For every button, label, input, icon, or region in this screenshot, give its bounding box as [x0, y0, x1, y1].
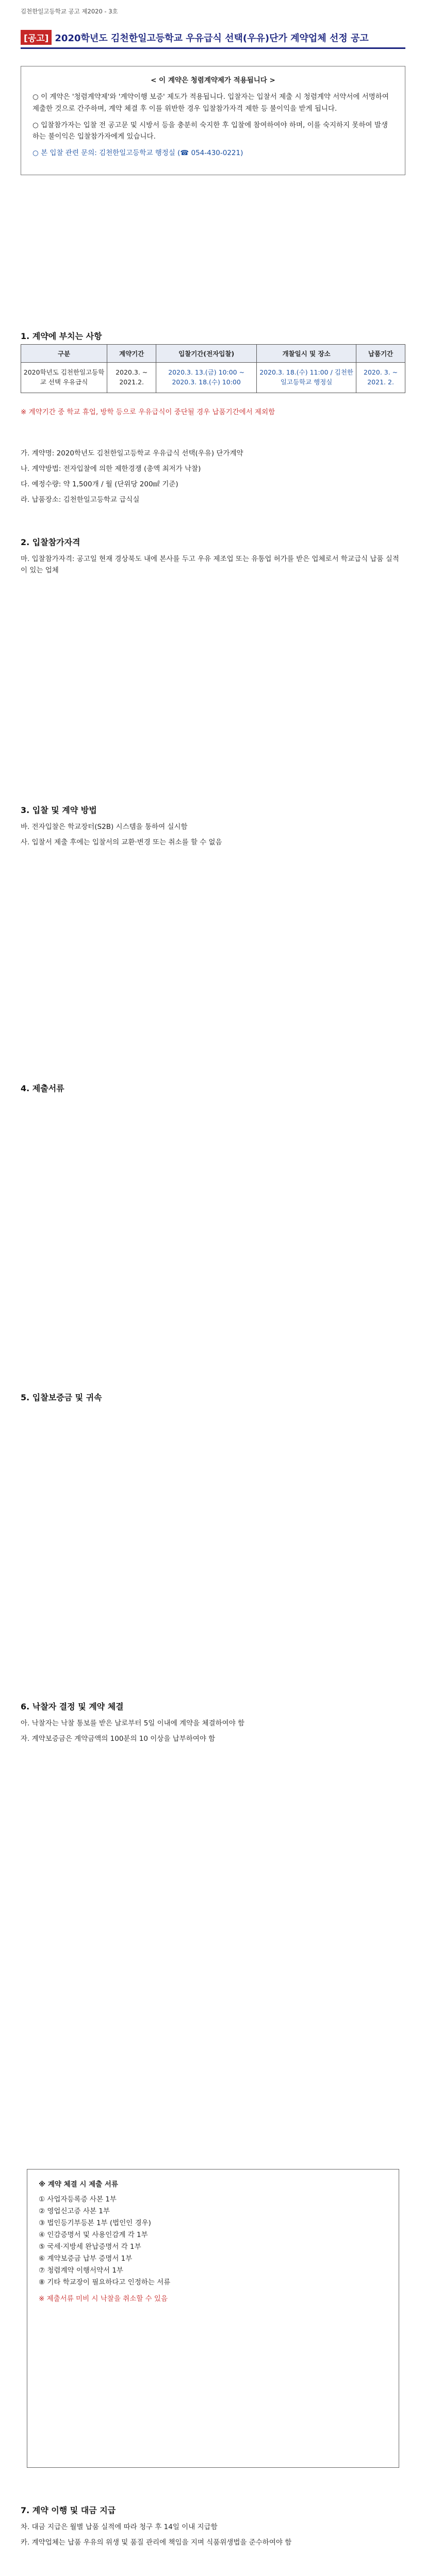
- section-title-3: 3. 입찰 및 계약 방법: [21, 805, 97, 815]
- title-divider: [21, 47, 405, 49]
- cell-opening: 2020.3. 18.(수) 11:00 / 김천한일고등학교 행정실: [257, 363, 356, 393]
- table-header-bid-period: 입찰기간(전자입찰): [156, 345, 257, 363]
- contract-box-footer: ※ 제출서류 미비 시 낙찰을 취소할 수 있음: [39, 2295, 168, 2303]
- table-header-opening: 개찰일시 및 장소: [257, 345, 356, 363]
- list-item: ⑧ 기타 학교장이 필요하다고 인정하는 서류: [39, 2278, 171, 2286]
- list-item: ⑤ 국세·지방세 완납증명서 각 1부: [39, 2242, 141, 2251]
- section-title-2: 2. 입찰참가자격: [21, 537, 80, 547]
- table-header-item: 구분: [21, 345, 107, 363]
- para-8: 아. 낙찰자는 낙찰 통보를 받은 날로부터 5일 이내에 계약을 체결하여야 함: [21, 1719, 244, 1727]
- notice-box: [21, 66, 405, 175]
- doc-number: 김천한일고등학교 공고 제2020 - 3호: [21, 8, 118, 15]
- list-item: ④ 인감증명서 및 사용인감계 각 1부: [39, 2230, 148, 2239]
- para-6: 바. 전자입찰은 학교장터(S2B) 시스템을 통하여 실시함: [21, 823, 188, 831]
- title-badge: [공고]: [21, 30, 52, 45]
- table-row: [21, 363, 405, 393]
- cell-bid-period: 2020.3. 13.(금) 10:00 ~ 2020.3. 18.(수) 10:00: [156, 363, 257, 393]
- list-item: ⑦ 청렴계약 이행서약서 1부: [39, 2266, 123, 2275]
- para-4: 라. 납품장소: 김천한일고등학교 급식실: [21, 496, 140, 504]
- title-row: [21, 30, 405, 45]
- notice-paragraph-1: ○ 이 계약은 '청렴계약제'와 '계약이행 보증' 제도가 적용됩니다. 입찰자는 입찰서 제출 시 청렴계약 서약서에 서명하여 제출한 것으로 간주하며, 계약 체결 후 이를 위반한 경우 입찰참가자격 제한 등 불이익을 받게 됩니다.: [32, 93, 389, 113]
- table-header-contract-period: 계약기간: [107, 345, 156, 363]
- cell-contract-period: 2020.3. ~ 2021.2.: [107, 363, 156, 393]
- contract-info-table: [21, 344, 405, 393]
- para-11: 카. 계약업체는 납품 우유의 위생 및 품질 관리에 책임을 지며 식품위생법을 준수하여야 함: [21, 2538, 292, 2547]
- para-3: 다. 예정수량: 약 1,500개 / 월 (단위당 200㎖ 기준): [21, 480, 178, 488]
- section-title-4: 4. 제출서류: [21, 1083, 64, 1093]
- para-7: 사. 입찰서 제출 후에는 입찰서의 교환·변경 또는 취소를 할 수 없음: [21, 838, 222, 846]
- para-9: 자. 계약보증금은 계약금액의 100분의 10 이상을 납부하여야 함: [21, 1735, 216, 1743]
- section-title-5: 5. 입찰보증금 및 귀속: [21, 1393, 102, 1402]
- list-item: ① 사업자등록증 사본 1부: [39, 2195, 117, 2204]
- contract-box-heading: ※ 계약 체결 시 제출 서류: [39, 2180, 118, 2189]
- contract-documents-box: [27, 2169, 399, 2468]
- para-5: 마. 입찰참가자격: 공고일 현재 경상북도 내에 본사를 두고 우유 제조업 또는 유통업 허가를 받은 업체로서 학교급식 납품 실적이 있는 업체: [21, 555, 399, 574]
- para-2: 나. 계약방법: 전자입찰에 의한 제한경쟁 (총액 최저가 낙찰): [21, 465, 201, 473]
- page-title: 2020학년도 김천한일고등학교 우유급식 선택(우유)단가 계약업체 선정 공고: [55, 32, 369, 44]
- list-item: ⑥ 계약보증금 납부 증명서 1부: [39, 2254, 133, 2263]
- notice-heading: < 이 계약은 청렴계약제가 적용됩니다 >: [151, 76, 275, 84]
- cell-item: 2020학년도 김천한일고등학교 선택 우유급식: [21, 363, 107, 393]
- para-1: 가. 계약명: 2020학년도 김천한일고등학교 우유급식 선택(우유) 단가계약: [21, 449, 243, 457]
- notice-paragraph-3: ○ 본 입찰 관련 문의: 김천한일고등학교 행정실 (☎ 054-430-0221): [32, 149, 243, 158]
- table-note: ※ 계약기간 중 학교 휴업, 방학 등으로 우유급식이 중단될 경우 납품기간에서 제외함: [21, 408, 275, 416]
- list-item: ③ 법인등기부등본 1부 (법인인 경우): [39, 2218, 151, 2227]
- notice-paragraph-2: ○ 입찰참가자는 입찰 전 공고문 및 시방서 등을 충분히 숙지한 후 입찰에 참여하여야 하며, 이를 숙지하지 못하여 발생하는 불이익은 입찰참가자에게 있습니다.: [32, 121, 388, 141]
- table-header-delivery: 납품기간: [356, 345, 405, 363]
- list-item: ② 영업신고증 사본 1부: [39, 2207, 110, 2215]
- section-title-6: 6. 낙찰자 결정 및 계약 체결: [21, 1702, 124, 1711]
- cell-delivery: 2020. 3. ~ 2021. 2.: [356, 363, 405, 393]
- section-title-7: 7. 계약 이행 및 대금 지급: [21, 2505, 116, 2515]
- para-10: 차. 대금 지급은 월별 납품 실적에 따라 청구 후 14일 이내 지급함: [21, 2523, 218, 2531]
- section-title-1: 1. 계약에 부치는 사항: [21, 331, 102, 341]
